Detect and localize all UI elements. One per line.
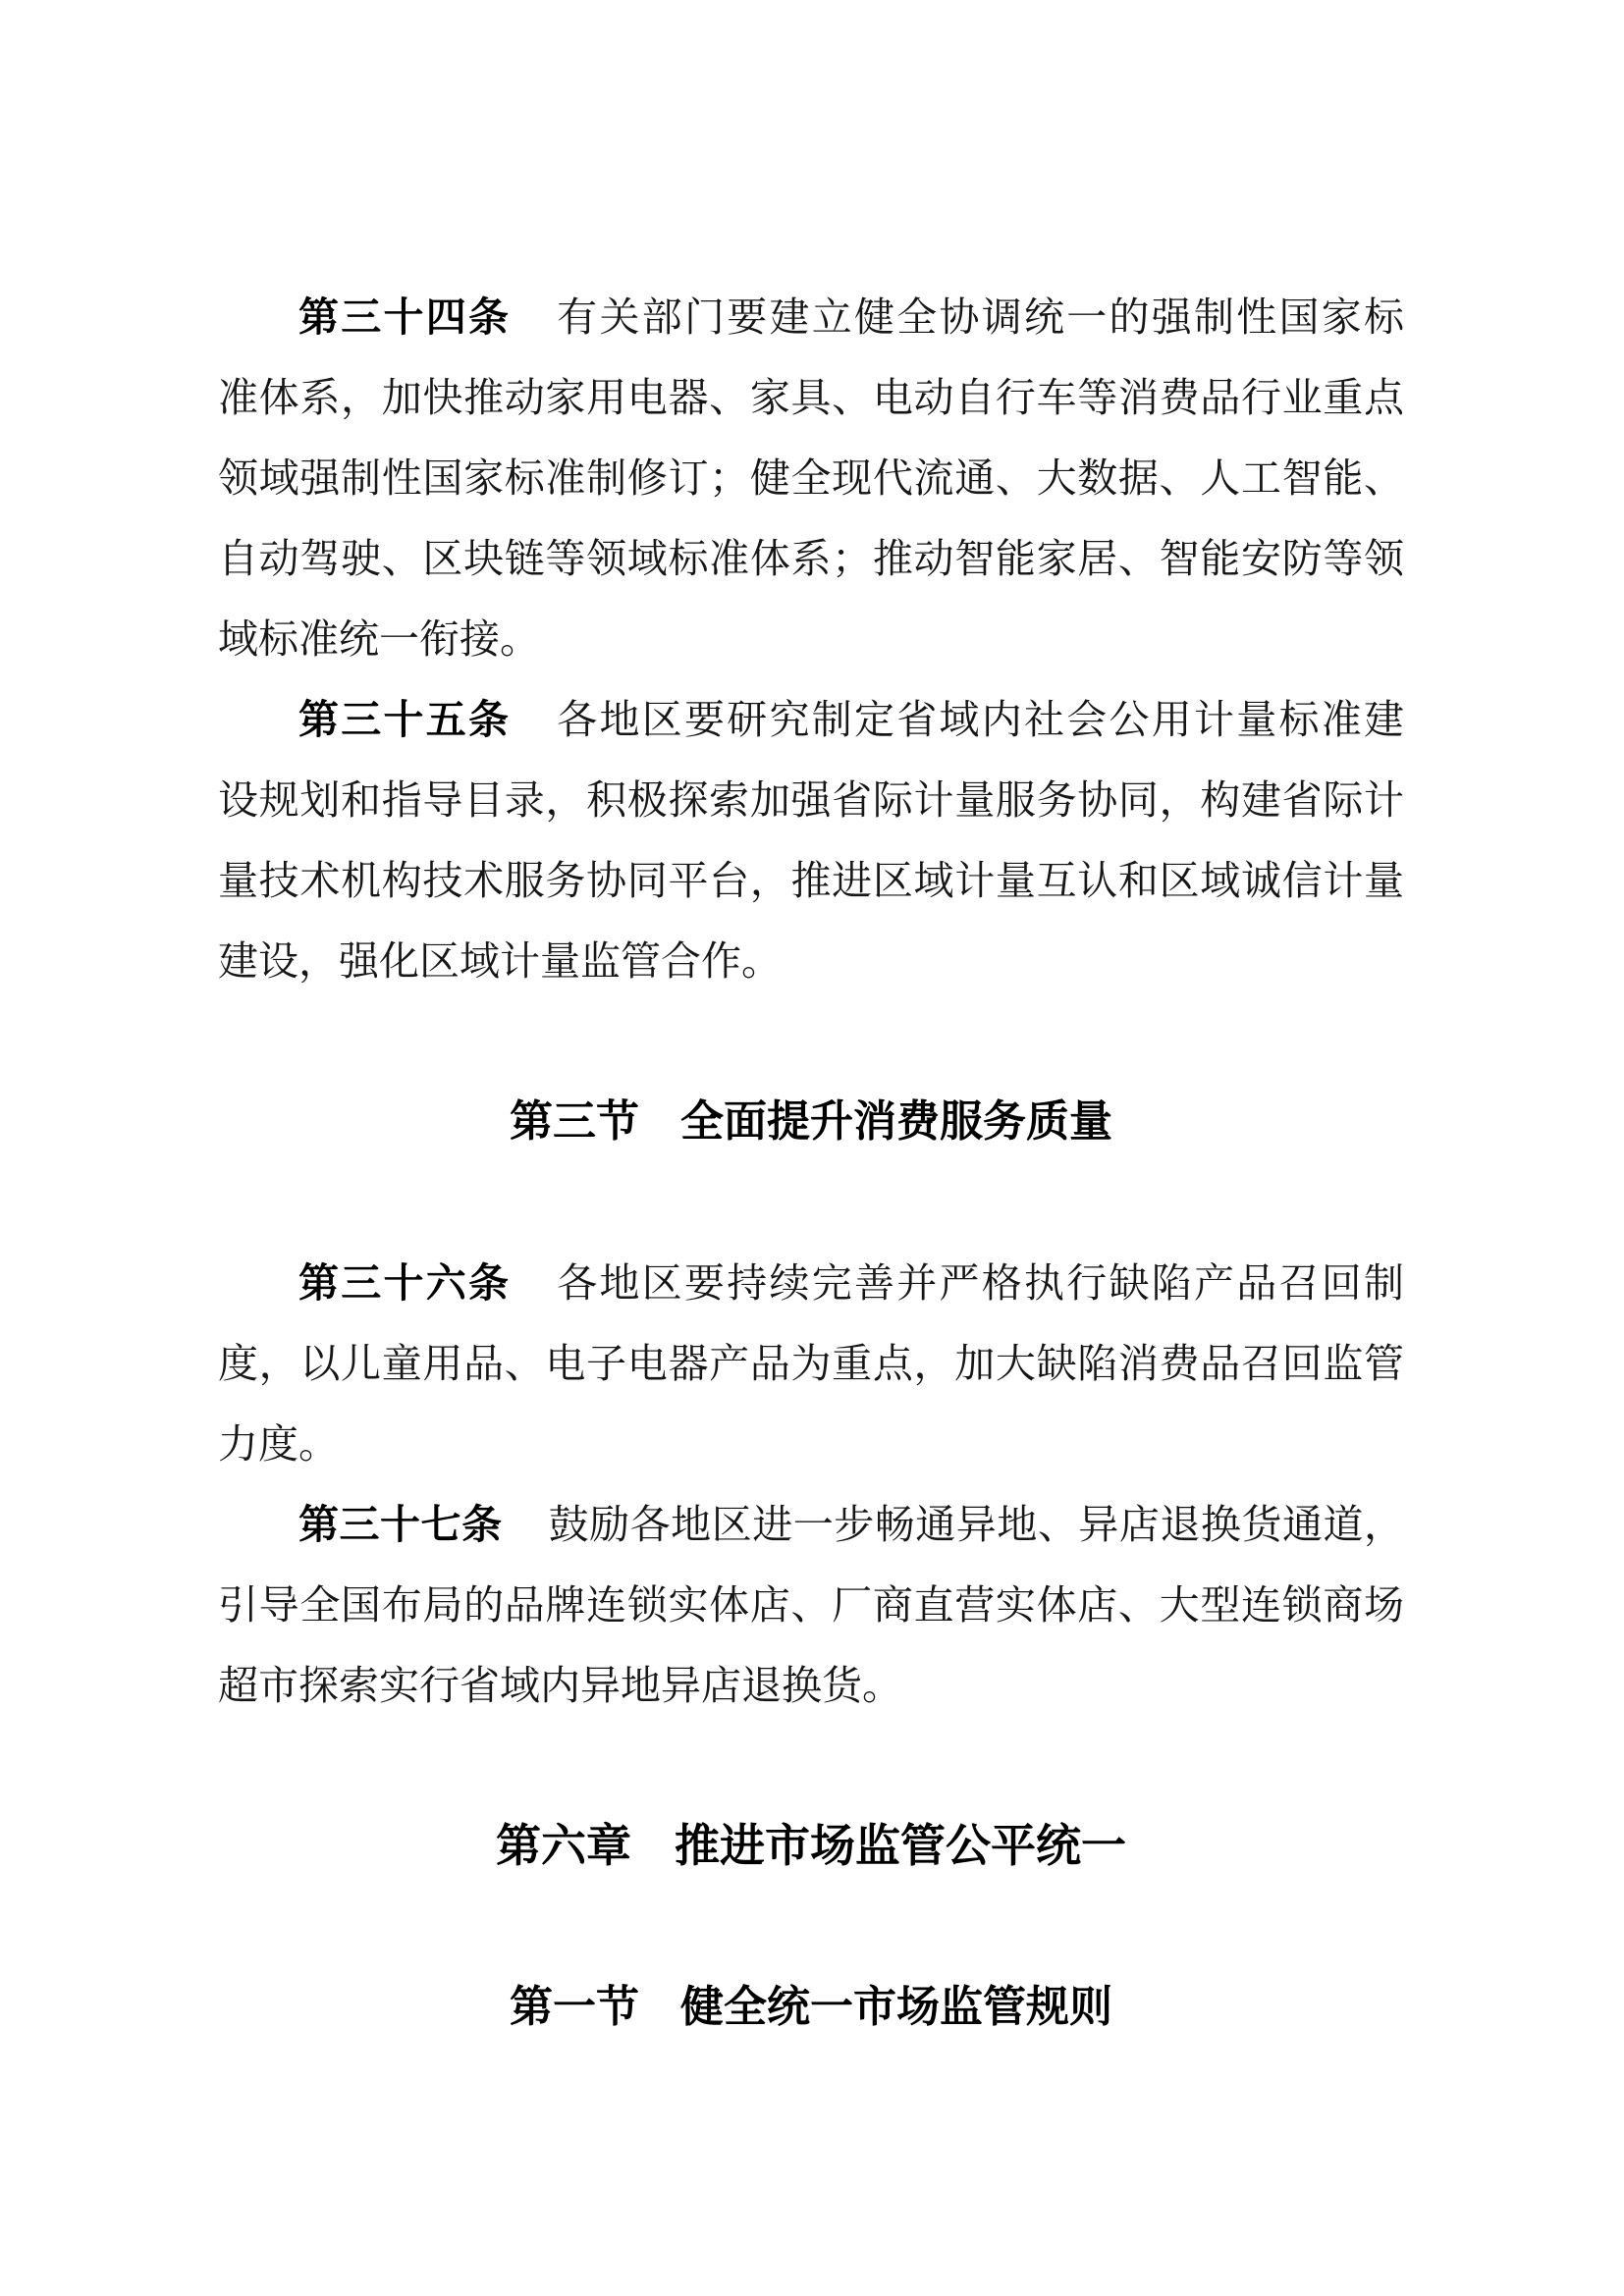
line-text: 量技术机构技术服务协同平台，推进区域计量互认和区域诚信计量 bbox=[218, 858, 1404, 903]
chapter-heading-title: 推进市场监管公平统一 bbox=[675, 1821, 1126, 1871]
line-text: 超市探索实行省域内异地异店退换货。 bbox=[218, 1663, 902, 1708]
text-line bbox=[218, 438, 1404, 518]
article-first-line bbox=[218, 1484, 1404, 1565]
blank-line bbox=[218, 1001, 1404, 1082]
text-line bbox=[218, 357, 1404, 438]
chapter-heading-number: 第六章 bbox=[496, 1821, 631, 1871]
blank-line bbox=[218, 1726, 1404, 1806]
article-number-label: 第三十五条 bbox=[298, 697, 512, 742]
line-text: 建设，强化区域计量监管合作。 bbox=[218, 938, 782, 984]
section-heading-title: 全面提升消费服务质量 bbox=[680, 1097, 1112, 1146]
blank-line bbox=[218, 1162, 1404, 1243]
line-text: 自动驾驶、区块链等领域标准体系；推动智能家居、智能安防等领 bbox=[218, 536, 1404, 581]
article-number-label: 第三十四条 bbox=[298, 294, 512, 340]
line-text: 力度。 bbox=[218, 1421, 339, 1467]
section-heading bbox=[218, 1967, 1404, 2048]
text-line bbox=[218, 840, 1404, 921]
text-line bbox=[218, 921, 1404, 1001]
blank-line bbox=[218, 1887, 1404, 1967]
line-text: 设规划和指导目录，积极探索加强省际计量服务协同，构建省际计 bbox=[218, 777, 1404, 823]
text-line bbox=[218, 599, 1404, 679]
article-number-label: 第三十六条 bbox=[298, 1260, 512, 1306]
line-text: 有关部门要建立健全协调统一的强制性国家标 bbox=[557, 294, 1404, 340]
text-line bbox=[218, 1323, 1404, 1404]
section-heading-title: 健全统一市场监管规则 bbox=[680, 1983, 1112, 2031]
article-first-line bbox=[218, 277, 1404, 357]
article-first-line bbox=[218, 1243, 1404, 1323]
line-text: 各地区要持续完善并严格执行缺陷产品召回制 bbox=[557, 1260, 1404, 1306]
section-heading bbox=[218, 1082, 1404, 1162]
text-line bbox=[218, 760, 1404, 840]
line-text: 领域强制性国家标准制修订；健全现代流通、大数据、人工智能、 bbox=[218, 455, 1404, 501]
line-text: 各地区要研究制定省域内社会公用计量标准建 bbox=[557, 697, 1404, 742]
line-text: 度，以儿童用品、电子电器产品为重点，加大缺陷消费品召回监管 bbox=[218, 1341, 1404, 1386]
text-line bbox=[218, 1404, 1404, 1484]
article-first-line bbox=[218, 679, 1404, 760]
document-body bbox=[218, 277, 1404, 2048]
line-text: 鼓励各地区进一步畅通异地、异店退换货通道， bbox=[548, 1502, 1404, 1547]
text-line bbox=[218, 1565, 1404, 1645]
section-heading-number: 第一节 bbox=[510, 1983, 639, 2031]
text-line bbox=[218, 518, 1404, 599]
article-number-label: 第三十七条 bbox=[298, 1502, 503, 1547]
text-line bbox=[218, 1645, 1404, 1726]
section-heading-number: 第三节 bbox=[510, 1097, 639, 1146]
line-text: 准体系，加快推动家用电器、家具、电动自行车等消费品行业重点 bbox=[218, 375, 1404, 420]
line-text: 引导全国布局的品牌连锁实体店、厂商直营实体店、大型连锁商场 bbox=[218, 1582, 1404, 1628]
chapter-heading bbox=[218, 1806, 1404, 1887]
line-text: 域标准统一衔接。 bbox=[218, 616, 540, 662]
